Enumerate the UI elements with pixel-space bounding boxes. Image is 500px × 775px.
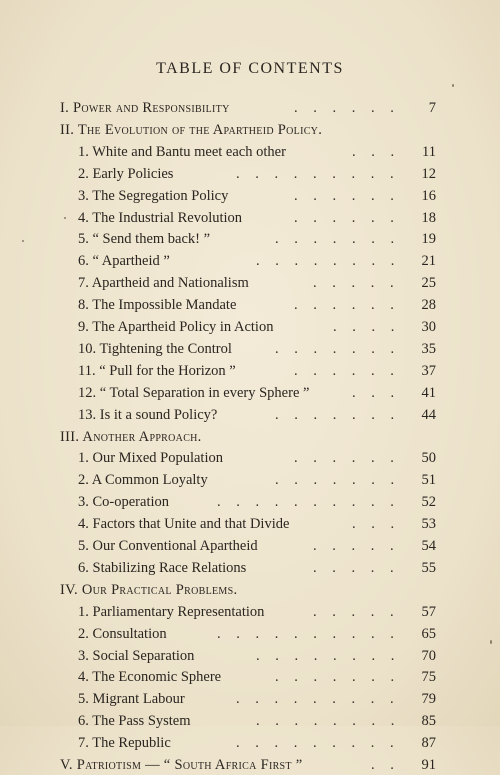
toc-chapter-entry — [0, 251, 500, 271]
dot-leader: . . . — [352, 384, 401, 401]
page-number: 70 — [421, 647, 436, 664]
entry-label: 5. Migrant Labour — [78, 691, 185, 708]
page-number: 37 — [421, 362, 436, 379]
page-number: 57 — [421, 603, 436, 620]
toc-chapter-entry — [0, 470, 500, 490]
dot-leader: . . . . . . . . . — [236, 735, 400, 752]
entry-label: 9. The Apartheid Policy in Action — [78, 319, 274, 335]
page-number: 19 — [421, 231, 436, 248]
entry-label: 10. Tightening the Control — [78, 340, 232, 357]
toc-chapter-entry — [0, 514, 500, 534]
entry-label: 2. Consultation — [78, 625, 167, 642]
dot-leader: . . . . . . . — [275, 669, 401, 686]
entry-label: IV. Our Practical Problems. — [60, 581, 238, 598]
dot-leader: . . . . . — [313, 559, 400, 576]
toc-chapter-entry — [0, 186, 500, 206]
page-number: 52 — [421, 494, 436, 511]
paper-speck — [64, 217, 66, 219]
toc-chapter-entry — [0, 273, 500, 293]
toc-chapter-entry — [0, 295, 500, 315]
page-number: 91 — [421, 757, 436, 773]
toc-chapter-entry — [0, 624, 500, 644]
entry-label: II. The Evolution of the Apartheid Policy. — [60, 121, 323, 138]
toc-chapter-entry — [0, 164, 500, 184]
entry-label: 1. Our Mixed Population — [78, 450, 223, 467]
toc-part-entry — [0, 427, 500, 447]
page-number: 87 — [421, 735, 436, 752]
toc-chapter-entry — [0, 667, 500, 687]
page-number: 53 — [421, 516, 436, 533]
entry-label: V. Patriotism — “ South Africa First ” — [60, 757, 303, 773]
page-number: 79 — [421, 691, 436, 708]
page-title: TABLE OF CONTENTS — [156, 60, 344, 77]
toc-chapter-entry — [0, 536, 500, 556]
entry-label: 13. Is it a sound Policy? — [78, 406, 218, 423]
dot-leader: . . . . . — [313, 603, 400, 620]
dot-leader: . . . . . . — [294, 100, 400, 116]
toc-part-entry — [0, 98, 500, 118]
entry-label: 11. “ Pull for the Horizon ” — [78, 362, 236, 379]
dot-leader: . . . . . — [313, 275, 400, 292]
page-number: 28 — [421, 297, 436, 314]
dot-leader: . . . . . . . — [275, 340, 401, 357]
entry-label: 5. “ Send them back! ” — [78, 231, 211, 248]
dot-leader: . . . . . — [313, 538, 400, 554]
page-number: 25 — [421, 275, 436, 292]
page-number: 65 — [421, 625, 436, 642]
toc-part-entry — [0, 755, 500, 775]
entry-label: 12. “ Total Separation in every Sphere ” — [78, 384, 310, 401]
dot-leader: . . . . — [333, 319, 401, 335]
entry-label: 4. The Industrial Revolution — [78, 209, 243, 226]
entry-label: 1. Parliamentary Representation — [78, 603, 265, 620]
entry-label: 6. The Pass System — [78, 713, 191, 730]
page-number: 50 — [421, 450, 436, 467]
dot-leader: . . . . . . — [294, 450, 400, 467]
toc-chapter-entry — [0, 142, 500, 162]
dot-leader: . . . . . . . . . . — [217, 494, 400, 511]
dot-leader: . . . . . . . — [275, 472, 401, 489]
paper-speck — [490, 640, 492, 644]
toc-chapter-entry — [0, 602, 500, 622]
page-number: 85 — [421, 713, 436, 730]
entry-label: 4. The Economic Sphere — [78, 669, 222, 686]
dot-leader: . . . — [352, 143, 401, 160]
toc-chapter-entry — [0, 405, 500, 425]
toc-chapter-entry — [0, 558, 500, 578]
dot-leader: . . . . . . . . . — [236, 165, 400, 182]
page-number: 35 — [421, 340, 436, 357]
page-number: 54 — [421, 538, 436, 554]
entry-label: 1. White and Bantu meet each other — [78, 143, 286, 160]
entry-label: 2. A Common Loyalty — [78, 472, 208, 489]
page-number: 12 — [421, 165, 436, 182]
toc-chapter-entry — [0, 448, 500, 468]
page-number: 18 — [421, 209, 436, 226]
page-number: 41 — [421, 384, 436, 401]
toc-chapter-entry — [0, 339, 500, 359]
toc-chapter-entry — [0, 383, 500, 403]
page-number: 30 — [421, 319, 436, 335]
entry-label: I. Power and Responsibility — [60, 100, 230, 116]
entry-label: 8. The Impossible Mandate — [78, 297, 237, 314]
dot-leader: . . — [371, 757, 400, 773]
toc-chapter-entry — [0, 711, 500, 731]
entry-label: 4. Factors that Unite and that Divide — [78, 516, 290, 533]
dot-leader: . . . . . . . . . . — [217, 625, 400, 642]
toc-chapter-entry — [0, 208, 500, 228]
dot-leader: . . . . . . . . — [256, 253, 401, 270]
dot-leader: . . . . . . — [294, 187, 400, 204]
entry-label: 6. Stabilizing Race Relations — [78, 559, 247, 576]
entry-label: 3. Social Separation — [78, 647, 195, 664]
entry-label: 7. The Republic — [78, 735, 171, 752]
toc-chapter-entry — [0, 492, 500, 512]
page-number: 75 — [421, 669, 436, 686]
dot-leader: . . . . . . . — [275, 406, 401, 423]
entry-label: 7. Apartheid and Nationalism — [78, 275, 249, 292]
dot-leader: . . . . . . . — [275, 231, 401, 248]
dot-leader: . . . . . . — [294, 297, 400, 314]
entry-label: 2. Early Policies — [78, 165, 174, 182]
paper-speck — [452, 84, 454, 87]
page-number: 51 — [421, 472, 436, 489]
entry-label: 3. Co-operation — [78, 494, 170, 511]
page-number: 21 — [421, 253, 436, 270]
dot-leader: . . . . . . . . — [256, 647, 401, 664]
toc-part-entry — [0, 580, 500, 600]
toc-chapter-entry — [0, 646, 500, 666]
toc-part-entry — [0, 120, 500, 140]
dot-leader: . . . . . . . . . — [236, 691, 400, 708]
entry-label: 3. The Segregation Policy — [78, 187, 229, 204]
entry-label: 5. Our Conventional Apartheid — [78, 538, 258, 554]
page-number: 55 — [421, 559, 436, 576]
dot-leader: . . . — [352, 516, 401, 533]
page-number: 16 — [421, 187, 436, 204]
paper-speck — [22, 240, 24, 242]
dot-leader: . . . . . . — [294, 209, 400, 226]
toc-chapter-entry — [0, 361, 500, 381]
entry-label: 6. “ Apartheid ” — [78, 253, 170, 270]
dot-leader: . . . . . . — [294, 362, 400, 379]
page-number: 44 — [421, 406, 436, 423]
toc-chapter-entry — [0, 733, 500, 753]
dot-leader: . . . . . . . . — [256, 713, 401, 730]
entry-label: III. Another Approach. — [60, 428, 202, 445]
toc-chapter-entry — [0, 229, 500, 249]
page-number: 11 — [422, 143, 436, 160]
toc-chapter-entry — [0, 689, 500, 709]
toc-chapter-entry — [0, 317, 500, 337]
page-number: 7 — [428, 100, 436, 116]
